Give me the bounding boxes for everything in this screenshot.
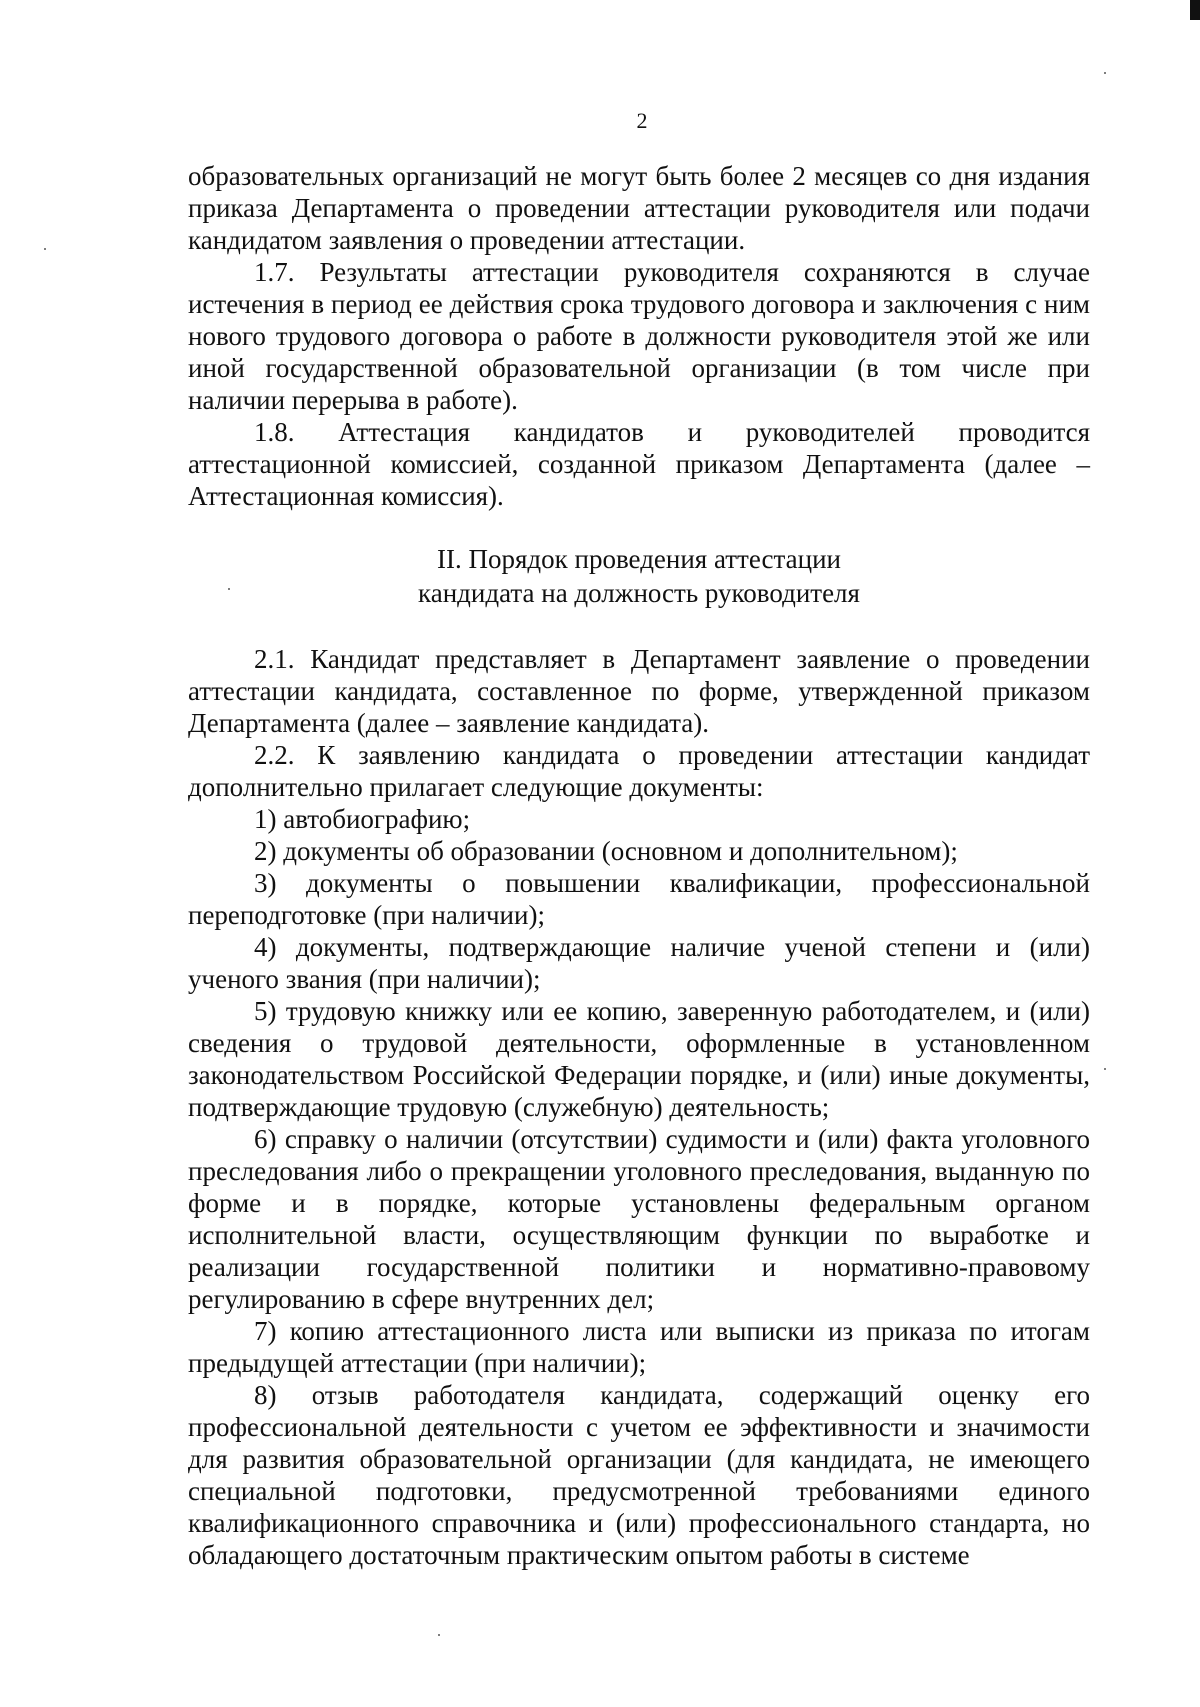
- page-number: 2: [636, 108, 648, 133]
- section-heading-line-1: II. Порядок проведения аттестации: [437, 544, 841, 574]
- scan-speck: [1104, 72, 1106, 74]
- scan-edge-mark: [1190, 0, 1200, 20]
- paragraph-item-7: 7) копию аттестационного листа или выписки из приказа по итогам предыдущей аттестации (при наличии);: [188, 1316, 1090, 1378]
- paragraph-2-2: 2.2. К заявлению кандидата о проведении аттестации кандидат дополнительно прилагает следующие документы:: [188, 740, 1090, 802]
- section-heading: [188, 542, 1090, 610]
- paragraph-1-8: 1.8. Аттестация кандидатов и руководителей проводится аттестационной комиссией, созданной приказом Департамента (далее – Аттестационная комиссия).: [188, 417, 1090, 511]
- paragraph-item-6: 6) справку о наличии (отсутствии) судимости и (или) факта уголовного преследования либо о прекращении уголовного преследования, выданную по форме и в порядке, которые установлены федеральным органом исполнительной власти, осуществляющим функции по выработке и реализации государственной политики и нормативно-правовому регулированию в сфере внутренних дел;: [188, 1124, 1090, 1314]
- paragraph-item-5: 5) трудовую книжку или ее копию, заверенную работодателем, и (или) сведения о трудовой деятельности, оформленные в установленном законодательством Российской Федерации порядке, и (или) иные документы, подтверждающие трудовую (служебную) деятельность;: [188, 996, 1090, 1122]
- paragraph-cont: образовательных организаций не могут быть более 2 месяцев со дня издания приказа Департамента о проведении аттестации руководителя или подачи кандидатом заявления о проведении аттестации.: [188, 161, 1090, 255]
- scan-speck: [44, 248, 46, 250]
- document-body: [188, 160, 1090, 1571]
- section-heading-line-2: кандидата на должность руководителя: [418, 578, 860, 608]
- paragraphs-after-heading: [188, 643, 1090, 1571]
- scan-speck: [228, 588, 230, 590]
- scan-speck: [1104, 1068, 1106, 1070]
- paragraph-1-7: 1.7. Результаты аттестации руководителя сохраняются в случае истечения в период ее действия срока трудового договора и заключения с ним нового трудового договора о работе в должности руководителя этой же или иной государственной образовательной организации (в том числе при наличии перерыва в работе).: [188, 257, 1090, 415]
- paragraph-item-1: 1) автобиографию;: [254, 804, 471, 834]
- paragraph-item-8: 8) отзыв работодателя кандидата, содержащий оценку его профессиональной деятельности с учетом ее эффективности и значимости для развития образовательной организации (для кандидата, не имеющего специальной подготовки, предусмотренной требованиями единого квалификационного справочника и (или) профессионального стандарта, но обладающего достаточным практическим опытом работы в системе: [188, 1380, 1090, 1570]
- paragraph-item-3: 3) документы о повышении квалификации, профессиональной переподготовке (при наличии);: [188, 868, 1090, 930]
- paragraphs-before-heading: [188, 160, 1090, 512]
- paragraph-2-1: 2.1. Кандидат представляет в Департамент заявление о проведении аттестации кандидата, составленное по форме, утвержденной приказом Департамента (далее – заявление кандидата).: [188, 644, 1090, 738]
- scan-speck: [438, 1634, 440, 1636]
- paragraph-item-2: 2) документы об образовании (основном и дополнительном);: [254, 836, 958, 866]
- paragraph-item-4: 4) документы, подтверждающие наличие ученой степени и (или) ученого звания (при наличии);: [188, 932, 1090, 994]
